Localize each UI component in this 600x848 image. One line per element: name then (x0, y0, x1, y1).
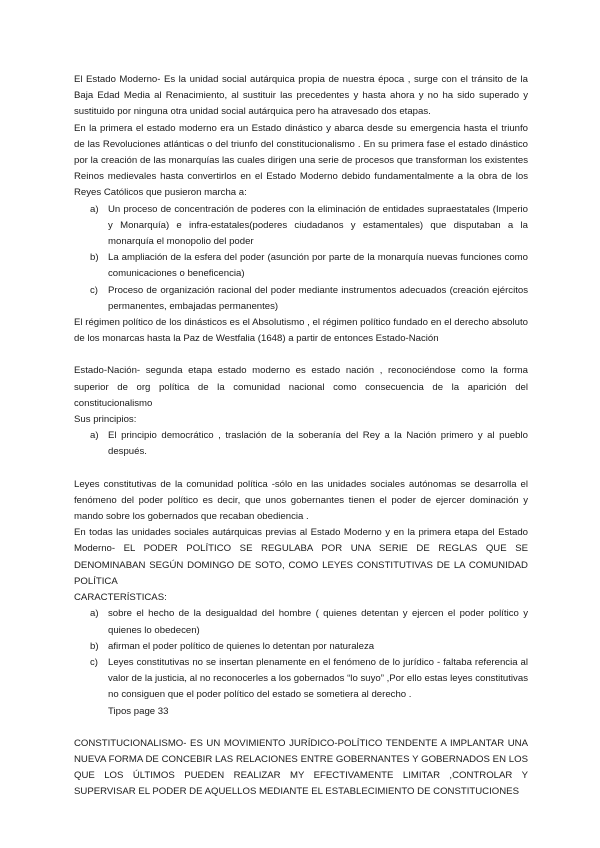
list-item-text: sobre el hecho de la desigualdad del hombre ( quienes detentan y ejercen el poder político y quienes lo obedecen) (108, 608, 528, 636)
paragraph-estado-moderno: El Estado Moderno- Es la unidad social autárquica propia de nuestra época , surge con el tránsito de la Baja Edad Media al Renacimiento, al sustituir las precedentes y hasta ahora y no ha sido superado y sustituido por ninguna otra unidad social autárquica pero ha atravesado dos etapas. (74, 74, 528, 118)
list-item (74, 250, 528, 282)
paragraph-caracteristicas-heading: CARACTERÍSTICAS: (74, 592, 167, 604)
list-marker: a) (90, 608, 99, 620)
paragraph-estado-dinastico: En la primera el estado moderno era un Estado dinástico y abarca desde su emergencia hasta el triunfo de las Revoluciones atlánticas o del triunfo del constitucionalismo . En su primera fase el estado dinástico por la creación de las monarquías las cuales dirigen una serie de procesos que transforman los existentes Reinos medievales hasta convertirlos en el Estado Moderno debido fundamentalmente a la obra de los Reyes Católicos que pusieron marcha a: (74, 122, 528, 199)
list-marker: c) (90, 284, 98, 296)
list-item-text: Un proceso de concentración de poderes con la eliminación de entidades supraestatales (Imperio y Monarquía) e infra-estatales(poderes ciudadanos y estamentales) que disputaban a la monarquía el monopolio del poder (108, 203, 528, 248)
list-procesos (74, 202, 528, 315)
paragraph-absolutismo: El régimen político de los dinásticos es el Absolutismo , el régimen político fundado en el derecho absoluto de los monarcas hasta la Paz de Westfalia (1648) a partir de entonces Estado-Nación (74, 317, 528, 345)
list-marker: a) (90, 203, 99, 215)
document-body (74, 72, 528, 801)
section-gap (74, 461, 528, 477)
list-item-text: afirman el poder político de quienes lo detentan por naturaleza (108, 640, 375, 652)
list-item (74, 428, 528, 460)
list-item-text: El principio democrático , traslación de la soberanía del Rey a la Nación primero y al pueblo después. (108, 430, 528, 458)
paragraph-principios-heading: Sus principios: (74, 414, 137, 426)
list-item-text: Leyes constitutivas no se insertan plenamente en el fenómeno de lo jurídico - faltaba referencia al valor de la justicia, al no reconocerles a los gobernados “lo suyo” ,Por ello estas leyes constitutivas no consiguen que el poder político del estado se sometiera al derecho . (108, 656, 528, 701)
list-item (74, 283, 528, 315)
list-marker: c) (90, 656, 98, 668)
paragraph-poder-politico: En todas las unidades sociales autárquicas previas al Estado Moderno y en la primera etapa del Estado Moderno- EL PODER POLÍTICO SE REGULABA POR UNA SERIE DE REGLAS QUE SE DENOMINABAN SEGÚN DOMINGO DE SOTO, COMO LEYES CONSTITUTIVAS DE LA COMUNIDAD POLÍTICA (74, 527, 528, 587)
list-item (74, 639, 528, 655)
list-marker: b) (90, 252, 99, 264)
list-marker: b) (90, 640, 99, 652)
list-item (74, 202, 528, 251)
list-caracteristicas (74, 606, 528, 703)
paragraph-constitucionalismo: CONSTITUCIONALISMO- ES UN MOVIMIENTO JURÍDICO-POLÍTICO TENDENTE A IMPLANTAR UNA NUEVA FORMA DE CONCEBIR LAS RELACIONES ENTRE GOBERNANTES Y GOBERNADOS EN LOS QUE LOS ÚLTIMOS PUEDEN REALIZAR MY EFECTIVAMENTE LIMITAR ,CONTROLAR Y SUPERVISAR EL PODER DE AQUELLOS MEDIANTE EL ESTABLECIMIENTO DE CONSTITUCIONES (74, 737, 528, 798)
list-item-text: La ampliación de la esfera del poder (asunción por parte de la monarquía nuevas funciones como comunicaciones o beneficencia) (108, 252, 528, 280)
list-item-text: Proceso de organización racional del poder mediante instrumentos adecuados (creación ejércitos permanentes, embajadas permanentes) (108, 284, 528, 312)
list-marker: a) (90, 430, 99, 442)
list-item (74, 606, 528, 638)
list-item (74, 655, 528, 704)
list-principios (74, 428, 528, 460)
paragraph-estado-nacion: Estado-Nación- segunda etapa estado moderno es estado nación , reconociéndose como la forma superior de org política de la comunidad nacional como consecuencia de la aparición del constitucionalismo (74, 365, 528, 409)
section-gap (74, 720, 528, 736)
section-gap (74, 347, 528, 363)
note-tipos-page: Tipos page 33 (108, 705, 169, 717)
paragraph-leyes-constitutivas: Leyes constitutivas de la comunidad política -sólo en las unidades sociales autónomas se desarrolla el fenómeno del poder político es decir, que unos gobernantes tienen el poder de ejercer dominación y mando sobre los gobernados que recaban obediencia . (74, 478, 528, 523)
